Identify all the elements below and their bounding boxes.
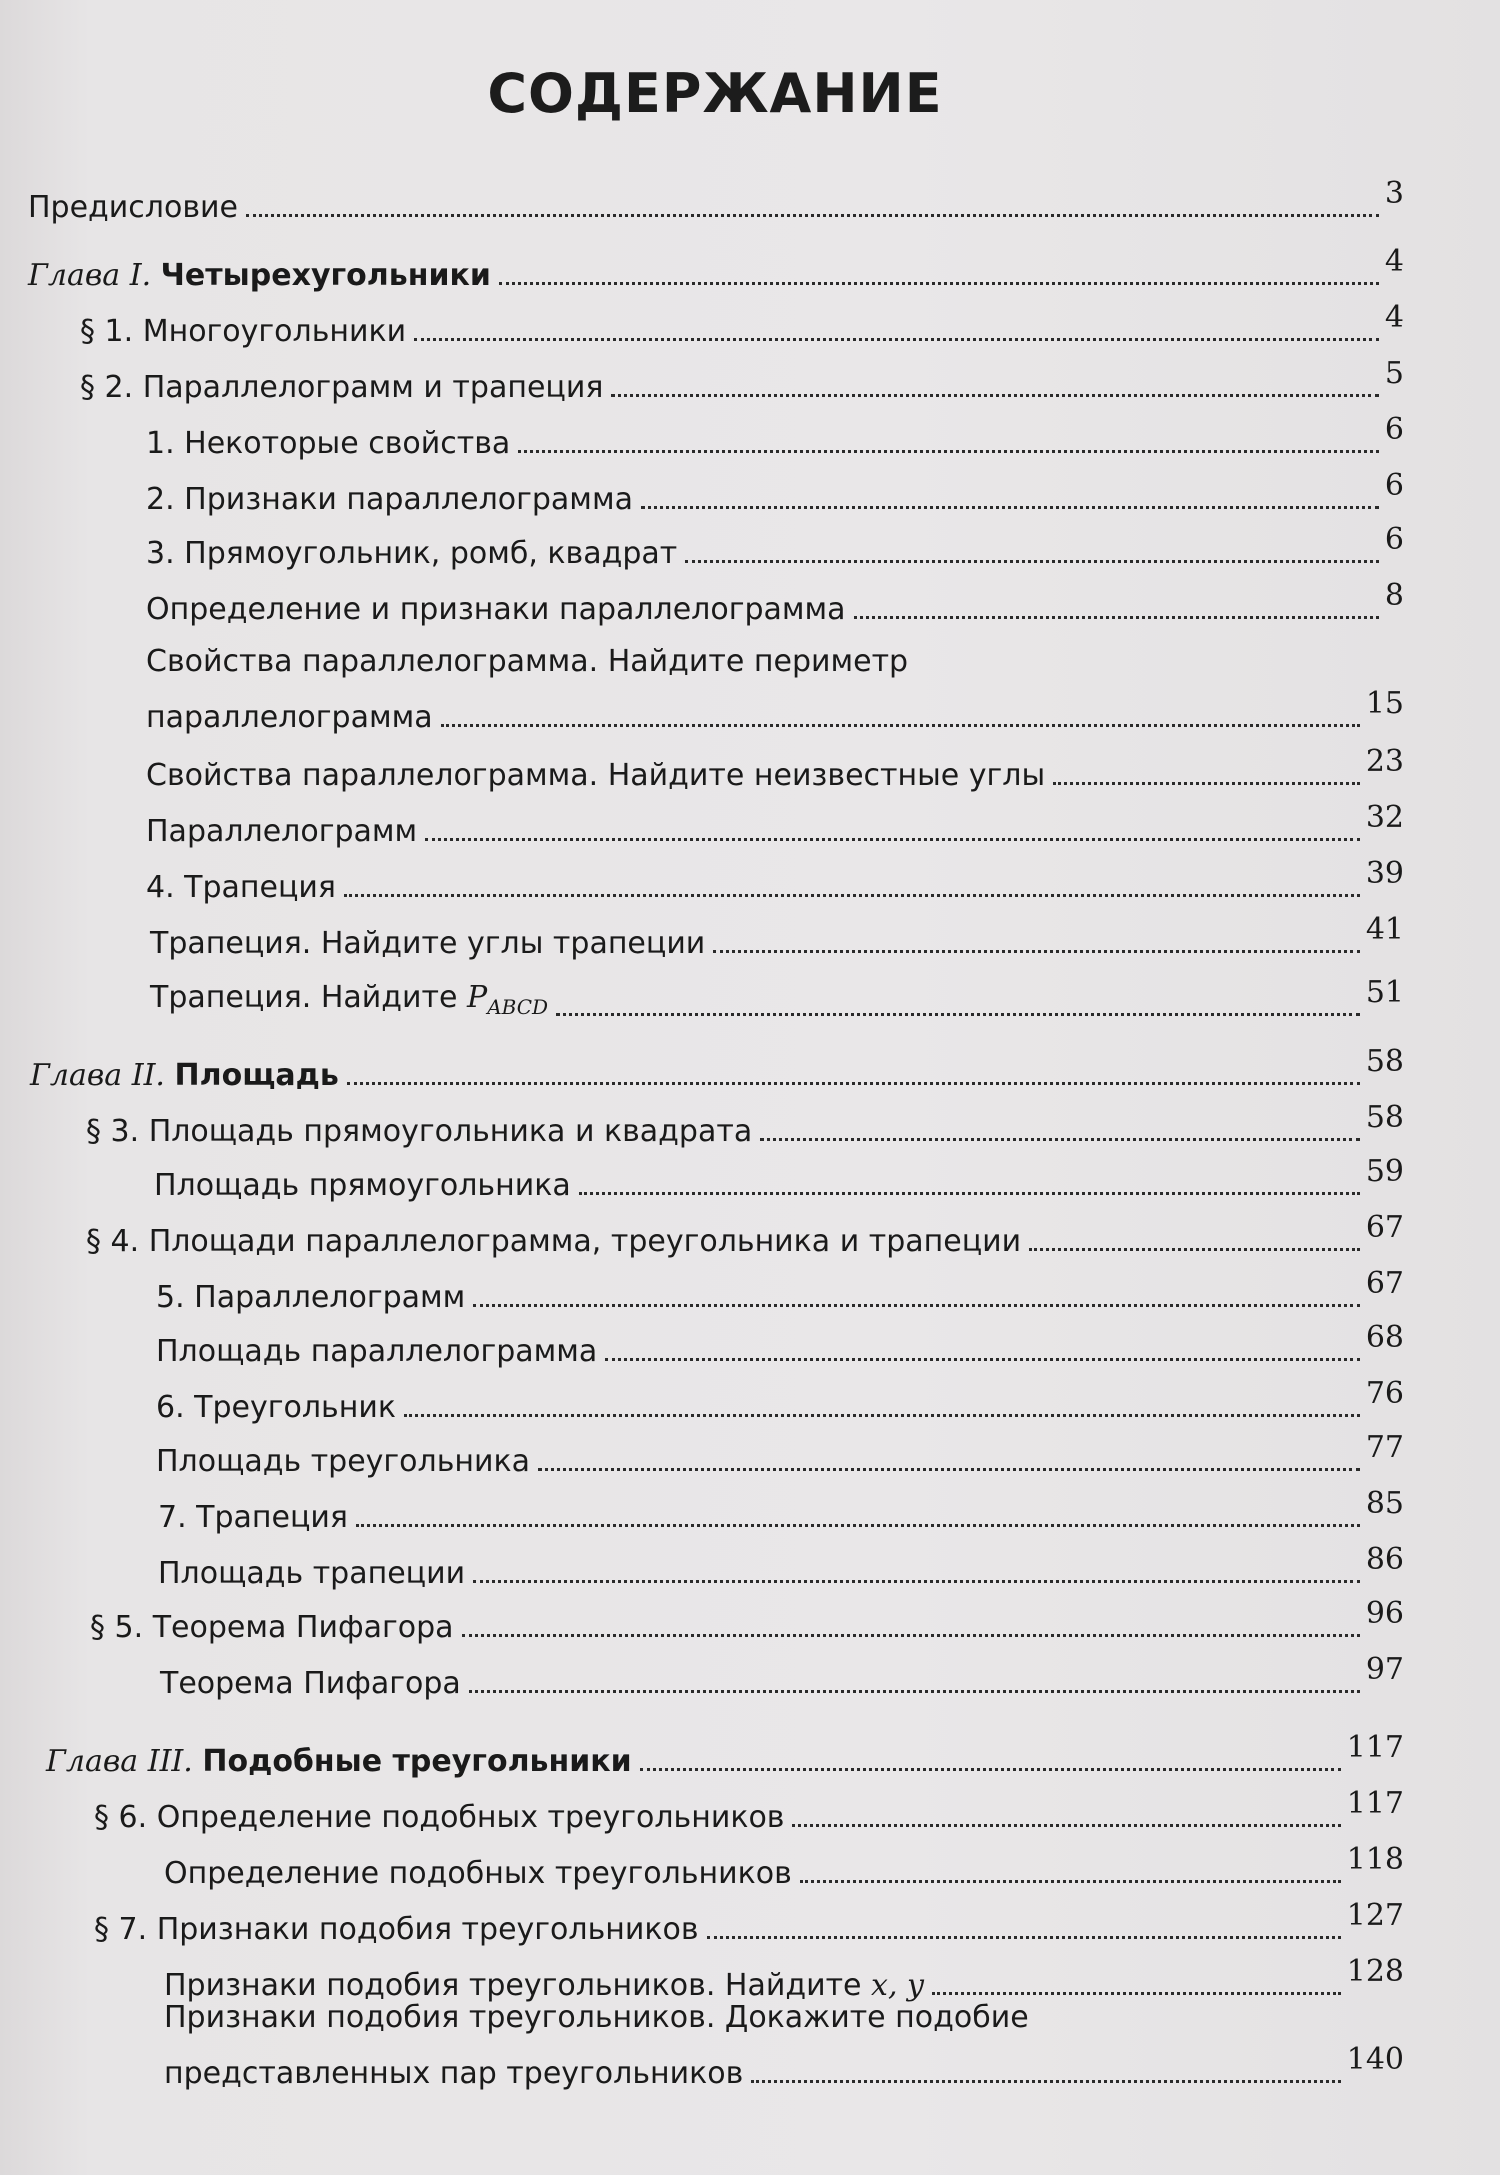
toc-entry-label — [46, 1744, 632, 1780]
toc-entry-label: 4. Трапеция — [146, 870, 336, 905]
toc-page-number: 127 — [1346, 1898, 1404, 1933]
chapter-prefix: Глава I. — [28, 258, 152, 293]
toc-entry-label: Предисловие — [28, 190, 238, 225]
toc-section-7[interactable] — [94, 1898, 1404, 1948]
toc-page-number: 128 — [1346, 1954, 1404, 1989]
toc-entry-preface[interactable] — [28, 176, 1404, 226]
leader-dots — [425, 838, 1360, 841]
toc-subsection[interactable] — [156, 1266, 1404, 1316]
toc-page-number: 4 — [1384, 300, 1404, 335]
toc-entry-label: Площадь треугольника — [156, 1444, 531, 1479]
toc-subsection[interactable] — [146, 856, 1404, 906]
chapter-title: Подобные треугольники — [202, 1744, 632, 1779]
toc-worksheet[interactable] — [146, 800, 1404, 850]
leader-dots — [1053, 782, 1360, 785]
toc-page-number: 32 — [1365, 800, 1404, 835]
leader-dots — [707, 1936, 1341, 1939]
toc-entry-label: Свойства параллелограмма. Найдите неизвестные углы — [146, 758, 1046, 793]
toc-worksheet[interactable] — [164, 1954, 1404, 2004]
toc-entry-text: Трапеция. Найдите — [150, 980, 458, 1015]
toc-entry-label: 3. Прямоугольник, ромб, квадрат — [146, 536, 678, 571]
toc-worksheet[interactable] — [164, 1842, 1404, 1892]
leader-dots — [641, 506, 1379, 509]
toc-entry-label: § 6. Определение подобных треугольников — [94, 1800, 785, 1835]
toc-page-number: 6 — [1384, 522, 1404, 557]
toc-worksheet[interactable] — [146, 686, 1404, 736]
toc-entry-label — [30, 1058, 339, 1094]
toc-section-4[interactable] — [86, 1210, 1404, 1260]
toc-entry-label: параллелограмма — [146, 700, 433, 735]
toc-subsection[interactable] — [146, 522, 1404, 572]
chapter-prefix: Глава II. — [30, 1058, 165, 1093]
toc-page-number: 97 — [1365, 1652, 1404, 1687]
toc-page-number: 8 — [1384, 578, 1404, 613]
toc-page-number: 39 — [1365, 856, 1404, 891]
leader-dots — [246, 214, 1379, 217]
toc-entry-label: Площадь параллелограмма — [156, 1334, 598, 1369]
leader-dots — [344, 894, 1360, 897]
toc-page-number: 76 — [1365, 1376, 1404, 1411]
toc-worksheet[interactable] — [146, 744, 1404, 794]
toc-subsection[interactable] — [146, 468, 1404, 518]
leader-dots — [473, 1304, 1359, 1307]
leader-dots — [751, 2080, 1340, 2083]
toc-page-number: 41 — [1365, 912, 1404, 947]
leader-dots — [441, 724, 1360, 727]
toc-entry-label: 5. Параллелограмм — [156, 1280, 466, 1315]
leader-dots — [499, 282, 1379, 285]
toc-page-number: 15 — [1365, 686, 1404, 721]
toc-page-number: 4 — [1384, 244, 1404, 279]
toc-worksheet[interactable] — [146, 578, 1404, 628]
toc-subsection[interactable] — [156, 1376, 1404, 1426]
toc-worksheet[interactable] — [156, 1320, 1404, 1370]
toc-section-1[interactable] — [80, 300, 1404, 350]
toc-entry-label: представленных пар треугольников — [164, 2056, 744, 2091]
leader-dots — [760, 1138, 1360, 1141]
toc-entry-label-line1: Свойства параллелограмма. Найдите периметр — [146, 644, 909, 679]
toc-chapter-2[interactable] — [30, 1044, 1404, 1094]
toc-entry-label: § 7. Признаки подобия треугольников — [94, 1912, 699, 1947]
leader-dots — [469, 1690, 1360, 1693]
toc-page-number: 5 — [1384, 356, 1404, 391]
toc-section-2[interactable] — [80, 356, 1404, 406]
leader-dots — [556, 1013, 1360, 1016]
toc-page-number: 117 — [1346, 1730, 1404, 1765]
toc-entry-label-line1: Признаки подобия треугольников. Докажите подобие — [164, 2000, 1029, 2035]
toc-worksheet[interactable] — [150, 975, 1404, 1025]
toc-worksheet[interactable] — [150, 912, 1404, 962]
toc-page-number: 140 — [1346, 2042, 1404, 2077]
leader-dots — [404, 1414, 1360, 1417]
leader-dots — [713, 950, 1360, 953]
toc-page-number: 85 — [1365, 1486, 1404, 1521]
toc-entry-label — [164, 1968, 924, 2004]
chapter-title: Площадь — [174, 1058, 339, 1093]
toc-page-number: 58 — [1365, 1100, 1404, 1135]
toc-page-number: 6 — [1384, 412, 1404, 447]
chapter-title: Четырехугольники — [160, 258, 491, 293]
leader-dots — [640, 1768, 1341, 1771]
toc-page-number: 67 — [1365, 1266, 1404, 1301]
leader-dots — [932, 1992, 1341, 1995]
toc-page-number: 59 — [1365, 1154, 1404, 1189]
toc-page-number: 77 — [1365, 1430, 1404, 1465]
leader-dots — [611, 394, 1379, 397]
chapter-prefix: Глава III. — [46, 1744, 193, 1779]
leader-dots — [800, 1880, 1341, 1883]
toc-entry-label: § 4. Площади параллелограмма, треугольника и трапеции — [86, 1224, 1022, 1259]
toc-page-number: 67 — [1365, 1210, 1404, 1245]
variables-symbol: x, y — [871, 1968, 924, 2003]
leader-dots — [356, 1524, 1360, 1527]
toc-entry-label — [150, 980, 548, 1025]
leader-dots — [792, 1824, 1340, 1827]
toc-page-number: 96 — [1365, 1596, 1404, 1631]
perimeter-symbol: P — [467, 980, 488, 1015]
toc-entry-label: 1. Некоторые свойства — [146, 426, 511, 461]
toc-entry-label: § 2. Параллелограмм и трапеция — [80, 370, 604, 405]
leader-dots — [1029, 1248, 1360, 1251]
toc-entry-label: Определение подобных треугольников — [164, 1856, 792, 1891]
toc-section-3[interactable] — [86, 1100, 1404, 1150]
leader-dots — [605, 1358, 1360, 1361]
toc-page-number: 86 — [1365, 1542, 1404, 1577]
leader-dots — [473, 1580, 1360, 1583]
toc-entry-label: Параллелограмм — [146, 814, 418, 849]
toc-page-number: 58 — [1365, 1044, 1404, 1079]
toc-worksheet[interactable] — [164, 2042, 1404, 2092]
toc-entry-label: § 3. Площадь прямоугольника и квадрата — [86, 1114, 753, 1149]
leader-dots — [414, 338, 1379, 341]
toc-entry-label: 7. Трапеция — [158, 1500, 348, 1535]
toc-entry-label: Площадь трапеции — [158, 1556, 466, 1591]
toc-section-6[interactable] — [94, 1786, 1404, 1836]
toc-page-number: 68 — [1365, 1320, 1404, 1355]
leader-dots — [538, 1468, 1360, 1471]
toc-page-number: 23 — [1365, 744, 1404, 779]
toc-entry-label: 2. Признаки параллелограмма — [146, 482, 633, 517]
toc-page-number: 51 — [1365, 975, 1404, 1010]
toc-entry-label — [28, 258, 491, 294]
toc-entry-text: Признаки подобия треугольников. Найдите — [164, 1968, 862, 2003]
leader-dots — [579, 1192, 1360, 1195]
toc-subsection[interactable] — [146, 412, 1404, 462]
toc-entry-label: Трапеция. Найдите углы трапеции — [150, 926, 706, 961]
toc-worksheet[interactable] — [158, 1542, 1404, 1592]
toc-worksheet[interactable] — [156, 1430, 1404, 1480]
leader-dots — [854, 616, 1379, 619]
toc-page-number: 118 — [1346, 1842, 1404, 1877]
perimeter-subscript: ABCD — [487, 995, 549, 1019]
leader-dots — [518, 450, 1379, 453]
leader-dots — [347, 1082, 1360, 1085]
toc-page-number: 6 — [1384, 468, 1404, 503]
toc-subsection[interactable] — [158, 1486, 1404, 1536]
toc-worksheet[interactable] — [154, 1154, 1404, 1204]
toc-chapter-3[interactable] — [46, 1730, 1404, 1780]
toc-chapter-1[interactable] — [28, 244, 1404, 294]
toc-section-5[interactable] — [90, 1596, 1404, 1646]
leader-dots — [685, 560, 1379, 563]
toc-entry-label: Определение и признаки параллелограмма — [146, 592, 846, 627]
toc-entry-label: § 5. Теорема Пифагора — [90, 1610, 454, 1645]
toc-page-number: 117 — [1346, 1786, 1404, 1821]
toc-page-number: 3 — [1384, 176, 1404, 211]
toc-worksheet[interactable] — [160, 1652, 1404, 1702]
page-title: СОДЕРЖАНИЕ — [487, 62, 943, 125]
toc-entry-label: Теорема Пифагора — [160, 1666, 461, 1701]
leader-dots — [462, 1634, 1360, 1637]
toc-entry-label: 6. Треугольник — [156, 1390, 396, 1425]
toc-entry-label: Площадь прямоугольника — [154, 1168, 571, 1203]
toc-entry-label: § 1. Многоугольники — [80, 314, 407, 349]
